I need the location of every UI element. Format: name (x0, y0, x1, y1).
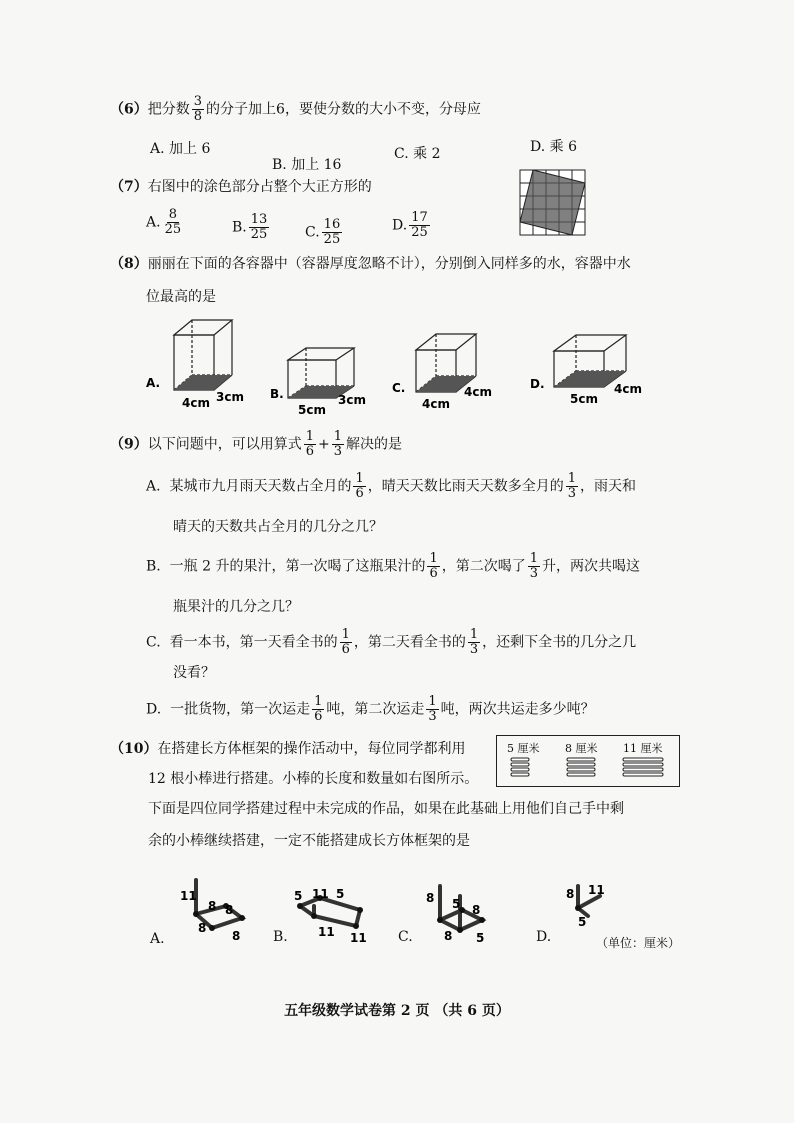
svg-text:C.: C. (392, 381, 406, 395)
svg-text:11: 11 (312, 887, 329, 901)
svg-text:4cm: 4cm (422, 397, 450, 411)
q9-frac-1: $\frac{1}{6}$ (305, 429, 315, 459)
svg-text:5: 5 (578, 915, 587, 929)
svg-text:3cm: 3cm (338, 393, 366, 407)
svg-text:4cm: 4cm (464, 385, 492, 399)
q7-option-d[interactable]: D. $\frac{17}{25}$ (392, 210, 428, 240)
q8-a-width: 4cm (182, 396, 210, 410)
svg-text:11: 11 (350, 931, 367, 945)
q10-frame-c[interactable] (420, 880, 500, 950)
svg-text:5: 5 (476, 931, 485, 945)
q9-option-a-line2: 晴天的天数共占全月的几分之几？ (173, 519, 383, 535)
q10-frame-b[interactable] (290, 886, 380, 946)
q9-option-a[interactable]: A. 某城市九月雨天天数占全月的 $\frac{1}{6}$ ，晴天天数比雨天天数多全月的 $\frac{1}{3}$ ，雨天和 (146, 471, 637, 501)
svg-text:8: 8 (444, 929, 453, 943)
q8-stem (110, 255, 631, 273)
svg-text:8: 8 (225, 903, 234, 917)
q8-container-d[interactable] (528, 333, 653, 413)
svg-text:5: 5 (294, 889, 303, 903)
q6-number: （6） (110, 101, 148, 118)
q8-container-b[interactable] (268, 340, 378, 420)
q7-number: （7） (110, 179, 148, 195)
stick-label-11: 11 厘米 (623, 742, 663, 755)
page-footer: 五年级数学试卷第 2 页 （共 6 页） (284, 1003, 510, 1019)
stick-label-5: 5 厘米 (507, 742, 540, 755)
svg-text:4cm: 4cm (614, 382, 642, 396)
q10-option-a-letter[interactable]: A. (150, 931, 165, 947)
q7-grid-figure (518, 168, 588, 240)
svg-text:5cm: 5cm (298, 403, 326, 417)
svg-text:11: 11 (180, 889, 197, 903)
q10-number: （10） (110, 741, 158, 757)
q10-frame-a[interactable] (170, 870, 260, 950)
q6-option-d[interactable]: D. 乘 6 (530, 139, 577, 155)
q7-option-a[interactable]: A. $\frac{8}{25}$ (146, 207, 182, 237)
q8-container-c[interactable] (390, 330, 500, 415)
q8-a-letter: A. (146, 376, 161, 390)
q9-frac-2: $\frac{1}{3}$ (333, 429, 343, 459)
stick-label-8: 8 厘米 (565, 742, 598, 755)
q10-line1: （10）在搭建长方体框架的操作活动中，每位同学都利用 (110, 741, 466, 757)
q7-option-b[interactable]: B. $\frac{13}{25}$ (232, 212, 268, 242)
svg-text:11: 11 (318, 925, 335, 939)
svg-text:8: 8 (232, 929, 241, 943)
svg-text:B.: B. (270, 387, 284, 401)
q6-fraction: $\frac{3}{8}$ (193, 94, 203, 124)
q8-line1: 丽丽在下面的各容器中（容器厚度忽略不计），分别倒入同样多的水，容器中水 (147, 256, 631, 272)
q8-line2: 位最高的是 (146, 289, 216, 305)
q10-option-b-letter[interactable]: B. (273, 929, 288, 945)
svg-text:5: 5 (452, 897, 461, 911)
q8-number: （8） (110, 256, 148, 272)
svg-text:8: 8 (208, 899, 217, 913)
svg-text:11: 11 (588, 883, 605, 897)
q7-stem (110, 178, 372, 196)
q9-option-b-line2: 瓶果汁的几分之几？ (173, 599, 299, 615)
q6-option-b[interactable]: B. 加上 16 (272, 157, 342, 173)
q6-pre: 把分数 (147, 101, 190, 118)
stick-inventory-box (496, 735, 680, 787)
q9-stem: （9）以下问题中，可以用算式 $\frac{1}{6}$ + $\frac{1}{3}$ 解决的是 (110, 429, 403, 459)
q9-option-c-line2: 没看？ (173, 665, 215, 681)
q9-number: （9） (110, 436, 148, 453)
q10-line2: 12 根小棒进行搭建。小棒的长度和数量如右图所示。 (148, 771, 479, 787)
q6-stem (110, 95, 481, 124)
svg-text:D.: D. (530, 377, 545, 391)
q7-text: 右图中的涂色部分占整个大正方形的 (147, 179, 372, 195)
stick-bundles-figure (497, 756, 679, 784)
q8-a-depth: 3cm (216, 390, 244, 404)
q9-option-c[interactable]: C. 看一本书，第一天看全书的 $\frac{1}{6}$ ，第二天看全书的 $\frac{1}{3}$ ，还剩下全书的几分之几 (146, 627, 637, 657)
q7-option-c[interactable]: C. $\frac{16}{25}$ (305, 217, 341, 247)
svg-text:8: 8 (472, 903, 481, 917)
q10-line3: 下面是四位同学搭建过程中未完成的作品，如果在此基础上用他们自己手中剩 (148, 801, 624, 817)
svg-text:5cm: 5cm (570, 392, 598, 406)
q10-option-d-letter[interactable]: D. (536, 929, 552, 945)
svg-text:5: 5 (336, 887, 345, 901)
q8-container-a[interactable] (144, 315, 254, 415)
q9-option-d[interactable]: D. 一批货物，第一次运走 $\frac{1}{6}$ 吨，第二次运走 $\frac{1}{3}$ 吨，两次共运走多少吨？ (146, 694, 595, 724)
q10-option-c-letter[interactable]: C. (398, 929, 413, 945)
unit-note: （单位：厘米） (596, 936, 681, 950)
q9-option-b[interactable]: B. 一瓶 2 升的果汁，第一次喝了这瓶果汁的 $\frac{1}{6}$ ，第二次喝了 $\frac{1}{3}$ 升，两次共喝这 (146, 551, 641, 581)
q6-option-c[interactable]: C. 乘 2 (394, 146, 441, 162)
q6-post: 的分子加上6，要使分数的大小不变，分母应 (206, 101, 481, 118)
svg-text:8: 8 (426, 891, 435, 905)
q6-option-a[interactable]: A. 加上 6 (150, 141, 211, 157)
svg-text:8: 8 (566, 887, 575, 901)
q10-line4: 余的小棒继续搭建，一定不能搭建成长方体框架的是 (148, 833, 470, 849)
svg-text:8: 8 (198, 921, 207, 935)
q10-frame-d[interactable] (560, 880, 620, 930)
